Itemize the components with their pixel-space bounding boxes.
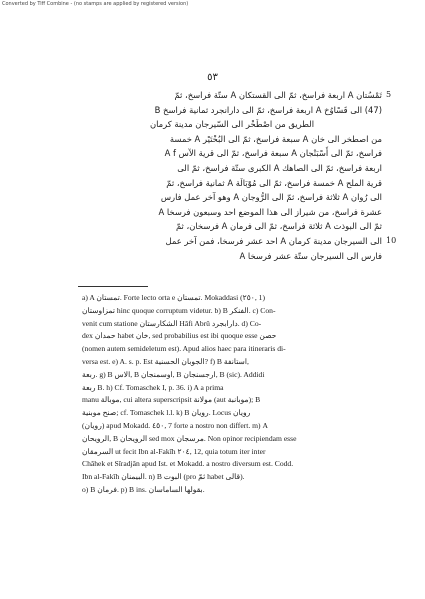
arabic-line: فارس الى السيرجان ستّة عشر فرسخا A	[239, 250, 382, 261]
arabic-main-text	[82, 88, 382, 263]
footnote-line: صنح موبنية; cf. Tomaschek l.l. k) B رويان. Locus رويان	[82, 408, 251, 418]
footnote-line: السرمقان ut fecit Ibn al-Fakîh ٢٠٤, 12, quia totum iter inter	[82, 446, 266, 456]
arabic-line: فراسخ، ثمّ الى أَسْبَنْجان A سبعة فراسخ، ثمّ الى قرية الآس A f	[164, 148, 382, 159]
footnote-line: o) B فرمان. p) B ins. بقولها الساماسان.	[82, 484, 205, 494]
footnote-line: Châhek et Sîradjân apud Ist. et Mokadd. a nostro diversum est. Codd.	[82, 459, 294, 469]
arabic-line: عشرة فراسخ، من شيراز الى هذا الموضع احد وسبعون فرسخا A	[158, 206, 382, 217]
footnote-line: venit cum statione الشكارستان Hâfi Abrû دارابجرد. d) Co-	[82, 318, 262, 328]
footnote-divider	[78, 286, 148, 287]
arabic-line: (47) الى قَسْاوُخ A اربعة فراسخ، ثمّ الى دارانجرد ثمانية فراسخ B	[154, 104, 382, 115]
arabic-line: قرية الملح A خمسة فراسخ، ثمّ الى مُوْبَالَة A ثمانية فراسخ، ثمّ	[166, 177, 382, 188]
footnote-line: Ibn al-Fakîh البيمنان. n) B البوت (pro ثمّ habet قالى).	[82, 472, 245, 482]
footnote-line: (رويان) apud Mokadd. ٤٥٠, 7 forte a nostro non differt. m) A	[82, 420, 268, 430]
converter-banner: Converted by Tiff Combine - (no stamps are applied by registered version)	[2, 1, 189, 7]
footnote-line: ربعة B. h) Cf. Tomaschek I, p. 36. i) A a prima	[82, 382, 224, 392]
arabic-line: ثمّ الى البوذت A ثلاثة فراسخ، ثمّ الى فرمان A فرسخان، ثمّ	[175, 221, 382, 232]
footnote-line: تمزاوستان hinc quoque corruptum videtur. b) B الفنكر. c) Con-	[82, 305, 276, 315]
arabic-line: من اصطخر الى خان A سبعة فراسخ، ثمّ الى البُخْتَيْر A خمسة	[169, 133, 382, 144]
footnote-line: a) A تمستان. Forte lecto orta e تمستان. Mokaddasi (٢٥٠, 1)	[82, 293, 265, 302]
line-number-10: 10	[386, 236, 397, 245]
footnote-line: ربعة. g) B الاس, B اوسمنجان, B ارجسنجان, B (sic). Addidi	[82, 369, 265, 379]
arabic-line: اربعة فراسخ، ثمّ الى الصاهك A الكبرى ستّة فراسخ، ثمّ الى	[177, 162, 382, 173]
footnote-line: versa est. e) A. s. p. Est الجوبان الحسنية? f) B استانفة,	[82, 356, 249, 366]
arabic-line: الطريق من اصْطَخْر الى السّيرجان مدينة كرمان	[149, 119, 315, 130]
footnote-line: dex حمدان habet خان, sed probabilius est ibi quoque esse حصن	[82, 331, 277, 341]
arabic-line: الى السيرجان مدينة كرمان A احد عشر فرسخا، فمن آخر عمل	[165, 235, 382, 246]
footnote-line: (nomen autem semideletum est). Apud alios haec para itineraris di-	[82, 344, 286, 354]
arabic-line: تَمْسُتان A اربعة فراسخ، ثمّ الى القستكان A ستّة فراسخ، ثمّ	[174, 90, 382, 100]
line-number-5: 5	[386, 90, 392, 99]
arabic-line: الى رُوان A ثلاثة فراسخ، ثمّ الى الرُّوجان A وهو آخر عمل فارس	[160, 192, 382, 203]
footnotes	[82, 292, 382, 497]
footnote-line: manu موبالة, cui altera superscripsit مولانة (aut موبانبة); B	[82, 395, 261, 405]
page-number: ٥٣	[207, 72, 218, 83]
footnote-line: الرويحان, B الرويحان sed mox مرسجان. Non opinor recipiendam esse	[82, 433, 297, 443]
